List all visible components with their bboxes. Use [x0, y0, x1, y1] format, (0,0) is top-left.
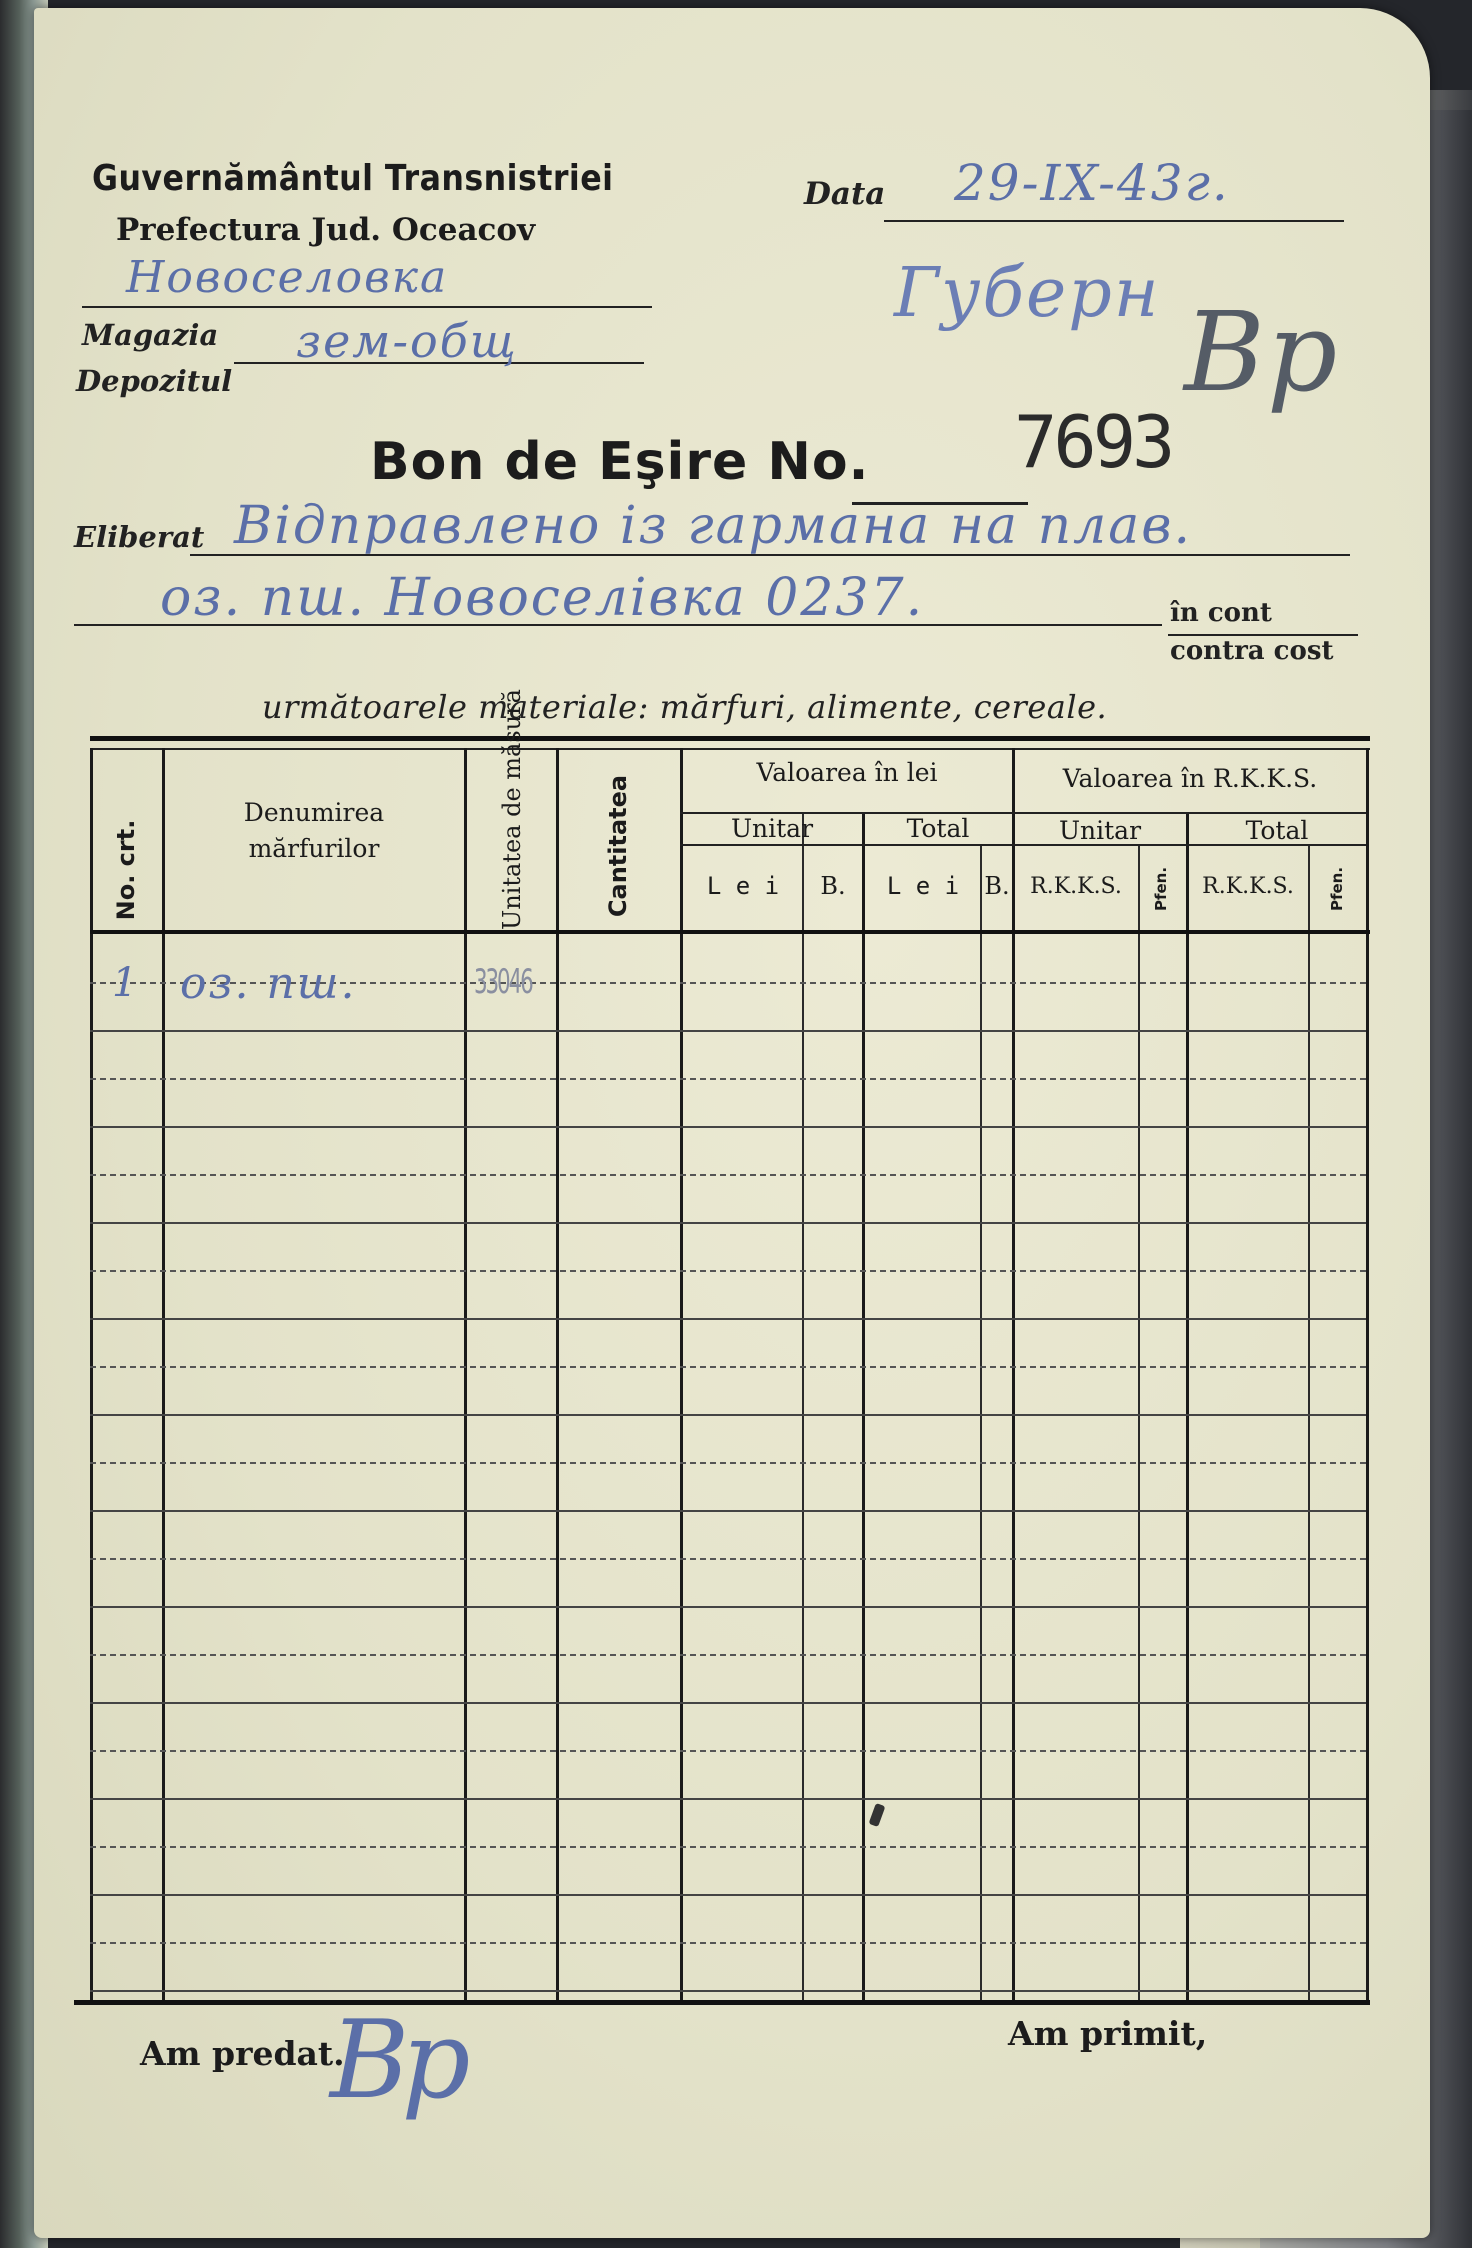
form-sheet: [34, 8, 1430, 2238]
header-total-lei: Total: [906, 814, 970, 843]
am-primit-label: Am primit,: [1008, 2014, 1208, 2053]
date-label: Data: [804, 176, 886, 212]
table-row-rule: [90, 1750, 1366, 1752]
table-row-rule: [90, 1606, 1366, 1608]
table-row-rule: [90, 1798, 1366, 1800]
header-valoarea-lei: Valoarea în lei: [756, 758, 938, 787]
header-valoarea-rkks: Valoarea în R.K.K.S.: [1062, 764, 1318, 793]
header-unitar-lei: Unitar: [730, 814, 814, 843]
row-1-number: 1: [112, 960, 140, 1006]
table-row-rule: [90, 1654, 1366, 1656]
in-cont-label: în cont: [1170, 598, 1272, 628]
header-rkks-2: R.K.K.S.: [1202, 874, 1294, 899]
date-line: [884, 220, 1344, 222]
table-row-rule: [90, 1078, 1366, 1080]
table-row-rule: [90, 1942, 1366, 1944]
date-handwritten: 29-IX-43г.: [954, 154, 1230, 212]
contra-cost-label: contra cost: [1170, 636, 1334, 666]
initials-handwritten: Вр: [1184, 288, 1340, 416]
eliberat-handwritten-2: оз. пш. Новоселівка 0237.: [160, 568, 925, 628]
table-row-rule: [90, 1318, 1366, 1320]
row-1-denumirea: оз. пш.: [180, 958, 357, 1009]
depozitul-label: Depozitul: [76, 364, 233, 398]
depot-handwritten: зем-общ: [296, 314, 518, 368]
header-lei-2: L e i: [886, 872, 960, 900]
document-title: Bon de Eşire No.: [370, 432, 870, 492]
table-row-rule: [90, 1558, 1366, 1560]
table-row-rule: [90, 1846, 1366, 1848]
table-row-rule: [90, 1414, 1366, 1416]
header-unitatea: Unitatea de măsură: [498, 689, 526, 930]
header-total-rkks: Total: [1245, 816, 1309, 845]
header-unitar-rkks: Unitar: [1058, 816, 1142, 845]
place-line: [82, 306, 652, 308]
header-lei-1: L e i: [706, 872, 780, 900]
table-row-rule: [90, 1222, 1366, 1224]
title-number: 7693: [1014, 400, 1172, 484]
header-rkks-1: R.K.K.S.: [1030, 874, 1122, 899]
header-cantitatea: Cantitatea: [604, 774, 632, 918]
stamp-handwritten: Губерн: [894, 254, 1161, 333]
table-row-rule: [90, 1990, 1366, 1992]
header-pfen-1: Pfen.: [1152, 866, 1170, 912]
table-row-rule: [90, 1510, 1366, 1512]
table-row-rule: [90, 1702, 1366, 1704]
place-handwritten: Новоселовка: [126, 252, 449, 303]
authority-title: Guvernământul Transnistriei: [92, 158, 614, 199]
table-row-rule: [90, 1030, 1366, 1032]
am-predat-label: Am predat.: [140, 2034, 345, 2073]
prefecture-title: Prefectura Jud. Oceacov: [116, 212, 536, 248]
header-bani-1: B.: [820, 872, 846, 900]
eliberat-handwritten-1: Відправлено із гармана на плав.: [234, 496, 1192, 556]
header-bani-2: B.: [984, 872, 1010, 900]
header-no-crt: No. crt.: [112, 819, 140, 921]
header-denumirea-1: Denumirea: [243, 798, 385, 827]
materials-line: următoarele materiale: mărfuri, alimente, cereale.: [262, 688, 1108, 726]
table-row-rule: [90, 1126, 1366, 1128]
header-denumirea-2: mărfurilor: [248, 834, 380, 863]
row-1-unitatea: 33046: [474, 962, 532, 1002]
table-row-rule: [90, 1174, 1366, 1176]
eliberat-label: Eliberat: [74, 520, 205, 554]
table-row-rule: [90, 1462, 1366, 1464]
signature-handwritten: Вр: [330, 1998, 463, 2123]
table-row-rule: [90, 1270, 1366, 1272]
magazia-label: Magazia: [82, 318, 219, 352]
table-row-rule: [90, 1366, 1366, 1368]
table-row-rule: [90, 1894, 1366, 1896]
header-pfen-2: Pfen.: [1328, 866, 1346, 912]
